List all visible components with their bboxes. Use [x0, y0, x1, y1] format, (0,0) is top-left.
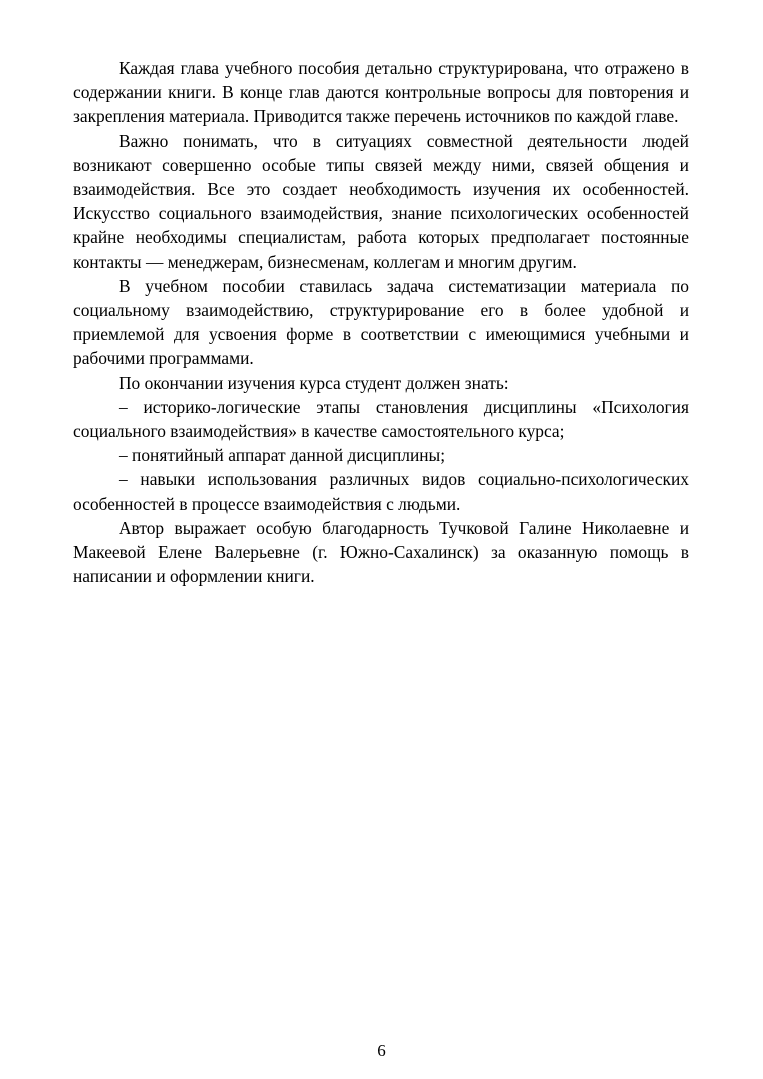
list-item-history: – историко-логические этапы становления дисциплины «Психология социального взаимодействия» в качестве самостоятельного курса;: [73, 396, 689, 442]
paragraph-chapter-structure: Каждая глава учебного пособия детально структурирована, что отражено в содержании книги. В конце глав даются контрольные вопросы для повторения и закрепления материала. Приводится также перечень источников по каждой главе.: [73, 58, 689, 127]
paragraph-importance: Важно понимать, что в ситуациях совместной деятельности людей возникают совершенно особые типы связей между ними, связей общения и взаимодействия. Все это создает необходимость изучения их особенностей. Искусство социального взаимодействия, знание психологических особенностей крайне необходимы специалистам, работа которых предполагает постоянные контакты — менеджерам, бизнесменам, коллегам и многим другим.: [73, 130, 689, 272]
paragraph-task: В учебном пособии ставилась задача систематизации материала по социальному взаимодействию, структурирование его в более удобной и приемлемой для усвоения форме в соответствии с имеющимися учебными и рабочими программами.: [73, 275, 689, 369]
list-item-concepts: – понятийный аппарат данной дисциплины;: [119, 445, 446, 466]
page-number: 6: [377, 1041, 386, 1060]
list-item-skills: – навыки использования различных видов социально-психологических особенностей в процессе взаимодействия с людьми.: [73, 469, 689, 514]
paragraph-student-should-know: По окончании изучения курса студент должен знать:: [119, 372, 509, 393]
page-body: [73, 56, 689, 588]
paragraph-acknowledgements: Автор выражает особую благодарность Тучковой Галине Николаевне и Макеевой Елене Валерьевне (г. Южно-Сахалинск) за оказанную помощь в написании и оформлении книги.: [73, 517, 689, 587]
